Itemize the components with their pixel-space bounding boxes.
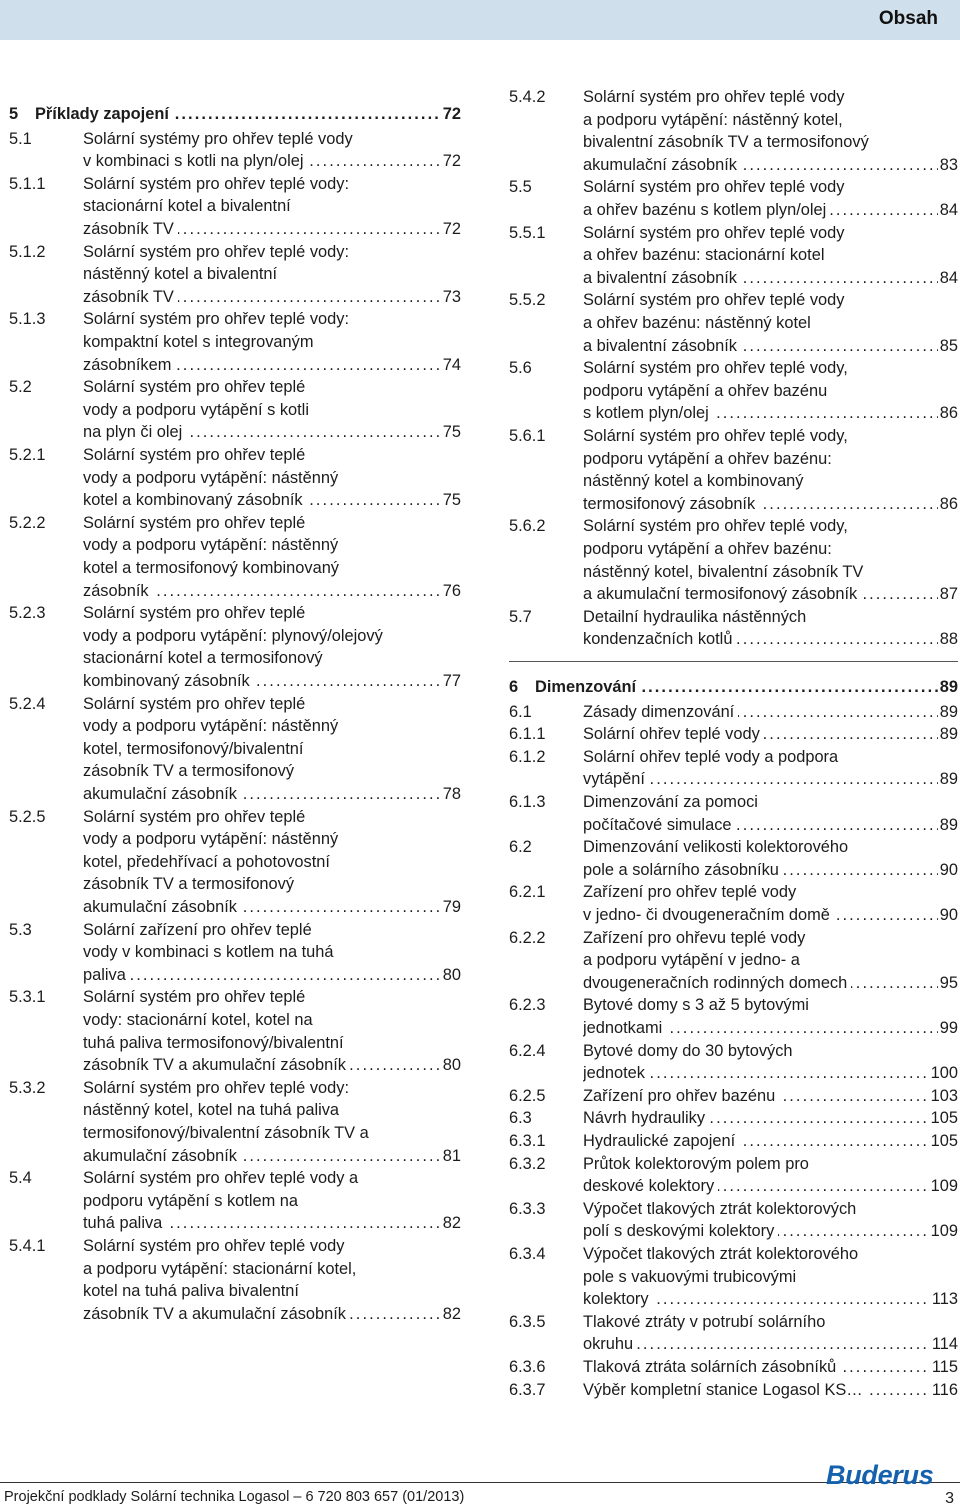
toc-entry-title: Dimenzování za pomoci [583, 793, 758, 811]
toc-entry-page: 113 [930, 1288, 958, 1311]
toc-entry-title: na plyn či olej [83, 423, 186, 441]
toc-entry-title: stacionární kotel a termosifonový [83, 649, 323, 668]
toc-entry-title: zásobníkem [83, 356, 175, 374]
toc-entry-title: Návrh hydrauliky [583, 1109, 709, 1127]
toc-entry-number: 5.7 [509, 607, 532, 626]
header-bar [0, 0, 960, 40]
toc-entry-page: 89 [938, 768, 958, 791]
toc-entry-title: Tlaková ztráta solárních zásobníků [583, 1358, 840, 1376]
toc-entry-title: Solární systém pro ohřev teplé vody [83, 1237, 345, 1255]
toc-entry-title: jednotek [583, 1064, 649, 1082]
toc-entry-title: počítačové simulace [583, 816, 736, 834]
toc-entry-title: s kotlem plyn/olej [583, 404, 713, 422]
toc-entry-title: nástěnný kotel a bivalentní [83, 265, 278, 284]
toc-entry-page: 82 [441, 1303, 461, 1326]
toc-entry-title: vody v kombinaci s kotlem na tuhá [83, 943, 334, 962]
chapter-divider [509, 661, 958, 662]
toc-entry-page: 77 [441, 670, 461, 693]
toc-entry-number: 5.4.2 [509, 88, 546, 106]
toc-entry-number: 6.2 [509, 838, 532, 857]
page-number: 3 [945, 1490, 954, 1507]
toc-entry-page: 84 [938, 267, 958, 290]
toc-entry-page: 78 [441, 783, 461, 806]
toc-entry-page: 115 [930, 1356, 958, 1379]
toc-entry-page: 85 [938, 335, 958, 358]
toc-entry-title: Solární systém pro ohřev teplé vody a [83, 1169, 359, 1188]
toc-entry-title: a ohřev bazénu: nástěnný kotel [583, 313, 811, 332]
toc-entry-number: 5.2.2 [9, 513, 46, 532]
toc-entry-number: 5.2.3 [9, 604, 46, 623]
toc-entry-title: v jedno- či dvougeneračním domě [583, 906, 834, 924]
toc-entry-title: Dimenzování [535, 678, 640, 696]
toc-entry-title: kotel, termosifonový/bivalentní [83, 739, 304, 758]
toc-entry-number: 5.6.1 [509, 427, 546, 445]
toc-entry-page: 103 [929, 1085, 958, 1108]
toc-entry-title: Solární systémy pro ohřev teplé vody [83, 129, 353, 148]
toc-entry-page: 82 [441, 1212, 461, 1235]
toc-entry-title: termosifonový/bivalentní zásobník TV a [83, 1123, 369, 1142]
toc-entry-number: 6.3.1 [509, 1132, 546, 1150]
toc-entry-page: 105 [929, 1130, 958, 1153]
toc-entry-title: Tlakové ztráty v potrubí solárního [583, 1312, 826, 1331]
toc-entry-page: 89 [938, 814, 958, 837]
toc-entry-page: 80 [441, 964, 461, 987]
toc-entry-title: Průtok kolektorovým polem pro [583, 1154, 809, 1173]
toc-entry-title: Výpočet tlakových ztrát kolektorového [583, 1245, 859, 1263]
toc-entry-page: 86 [938, 402, 958, 425]
toc-entry-title: zásobník [83, 582, 153, 600]
toc-entry-title: Solární systém pro ohřev teplé vody [583, 178, 845, 197]
toc-entry-number: 5.5.1 [509, 223, 546, 242]
toc-entry-title: podporu vytápění a ohřev bazénu [583, 381, 828, 400]
toc-entry-title: Dimenzování velikosti kolektorového [583, 838, 849, 857]
toc-entry-title: akumulační zásobník [83, 785, 241, 803]
toc-entry-page: 81 [441, 1145, 461, 1168]
toc-entry-title: Solární systém pro ohřev teplé vody: [83, 1078, 350, 1097]
toc-entry-page: 86 [938, 493, 958, 516]
toc-entry-number: 6.2.3 [509, 996, 546, 1015]
toc-entry-number: 5.2.1 [9, 446, 46, 464]
toc-entry-number: 5.4.1 [9, 1237, 46, 1255]
toc-entry-title: paliva [83, 966, 130, 984]
toc-entry-title: zásobník TV [83, 220, 178, 238]
toc-entry-number: 5.5.2 [509, 291, 546, 310]
toc-entry-title: deskové kolektory [583, 1177, 718, 1195]
toc-entry-page: 99 [938, 1017, 958, 1040]
toc-entry-title: podporu vytápění a ohřev bazénu: [583, 449, 832, 468]
toc-entry-page: 87 [938, 583, 958, 606]
toc-entry-title: a akumulační termosifonový zásobník [583, 585, 861, 603]
toc-entry-title: kotel na tuhá paliva bivalentní [83, 1282, 299, 1301]
toc-entry-number: 6.3.5 [509, 1312, 546, 1331]
toc-entry-number: 6.3 [509, 1109, 532, 1128]
toc-entry-number: 6.3.3 [509, 1199, 546, 1218]
toc-entry-number: 6.2.4 [509, 1041, 546, 1060]
toc-entry-title: pole s vakuovými trubicovými [583, 1267, 797, 1286]
toc-entry-title: Výpočet tlakových ztrát kolektorových [583, 1199, 857, 1218]
toc-entry-title: vody a podporu vytápění: nástěnný [83, 830, 339, 849]
toc-entry-title: Solární ohřev teplé vody [583, 725, 764, 743]
toc-entry-title: vody a podporu vytápění: nástěnný [83, 536, 339, 555]
toc-entry-title: Solární systém pro ohřev teplé [83, 513, 306, 532]
toc-entry-title: Solární systém pro ohřev teplé vody [583, 88, 845, 106]
toc-entry-page: 72 [441, 218, 461, 241]
toc-entry-title: a podporu vytápění: nástěnný kotel, [583, 110, 843, 129]
toc-entry-number: 5.3.1 [9, 988, 46, 1007]
toc-entry-number: 5.4 [9, 1169, 32, 1188]
toc-entry-title: Zásady dimenzování [583, 703, 738, 721]
toc-entry-title: zásobník TV a termosifonový [83, 875, 295, 894]
toc-entry-title: vody a podporu vytápění s kotli [83, 400, 309, 419]
toc-entry-page: 90 [938, 904, 958, 927]
toc-entry-page: 75 [441, 421, 461, 444]
toc-entry-page: 72 [441, 103, 461, 126]
toc-entry-title: okruhu [583, 1335, 637, 1353]
toc-entry-title: a ohřev bazénu: stacionární kotel [583, 246, 825, 265]
toc-entry-title: podporu vytápění a ohřev bazénu: [583, 539, 832, 558]
toc-entry-title: a bivalentní zásobník [583, 337, 741, 355]
toc-entry-page: 73 [441, 286, 461, 309]
toc-entry-title: tuhá paliva [83, 1214, 166, 1232]
toc-entry-page: 84 [938, 199, 958, 222]
toc-entry-title: zásobník TV a akumulační zásobník [83, 1305, 350, 1323]
toc-entry-page: 100 [929, 1062, 958, 1085]
toc-entry-number: 6.1.2 [509, 747, 546, 766]
toc-entry-number: 6.1.1 [509, 725, 546, 744]
toc-entry-number: 5.1.3 [9, 310, 46, 329]
toc-entry-page: 116 [930, 1379, 958, 1402]
toc-entry-title: Solární ohřev teplé vody a podpora [583, 747, 839, 766]
toc-entry-title: Solární systém pro ohřev teplé vody: [83, 174, 350, 193]
toc-entry-number: 6.3.7 [509, 1380, 546, 1399]
toc-entry-title: nástěnný kotel, bivalentní zásobník TV [583, 562, 864, 581]
toc-entry-page: 105 [929, 1107, 958, 1130]
toc-entry-number: 5.2.5 [9, 807, 46, 826]
toc-entry-title: stacionární kotel a bivalentní [83, 197, 291, 216]
brand-logo: Buderus [826, 1460, 934, 1490]
toc-entry-number: 5.1.2 [9, 242, 46, 261]
toc-entry-number: 6.2.1 [509, 883, 546, 902]
toc-entry-title: vytápění [583, 770, 649, 788]
toc-entry-page: 89 [938, 723, 958, 746]
toc-entry-page: 90 [938, 859, 958, 882]
toc-entry-title: vody a podporu vytápění: plynový/olejový [83, 626, 383, 645]
toc-entry-page: 75 [441, 489, 461, 512]
toc-entry-title: a podporu vytápění: stacionární kotel, [83, 1259, 357, 1278]
toc-entry-title: Detailní hydraulika nástěnných [583, 607, 807, 626]
section-title: Obsah [878, 8, 938, 29]
toc-entry-page: 72 [441, 150, 461, 173]
toc-entry-page: 83 [938, 154, 958, 177]
toc-entry-title: Bytové domy s 3 až 5 bytovými [583, 996, 809, 1015]
toc-entry-page: 74 [441, 354, 461, 377]
footer-divider [0, 1482, 960, 1483]
toc-entry-number: 5.6.2 [509, 517, 546, 536]
toc-entry-title: Solární systém pro ohřev teplé [83, 988, 306, 1007]
toc-entry-number: 6.3.4 [509, 1245, 546, 1263]
toc-entry-title: kompaktní kotel s integrovaným [83, 332, 314, 351]
toc-entry-number: 6 [509, 678, 519, 696]
toc-entry-title: Zařízení pro ohřevu teplé vody [583, 928, 806, 947]
toc-entry-number: 5.2.4 [9, 694, 46, 713]
toc-entry-page: 89 [938, 676, 958, 699]
toc-entry-title: vody a podporu vytápění: nástěnný [83, 717, 339, 736]
toc-entry-title: kotel, předehřívací a pohotovostní [83, 852, 330, 871]
toc-entry-title: termosifonový zásobník [583, 495, 759, 513]
toc-entry-page: 109 [929, 1175, 958, 1198]
toc-entry-title: kotel a termosifonový kombinovaný [83, 558, 339, 577]
toc-entry-title: dvougeneračních rodinných domech [583, 974, 851, 992]
toc-entry-page: 76 [441, 580, 461, 603]
toc-entry-title: Bytové domy do 30 bytových [583, 1041, 793, 1060]
toc-entry-title: kombinovaný zásobník [83, 672, 254, 690]
toc-entry-title: a bivalentní zásobník [583, 269, 741, 287]
toc-entry-page: 114 [930, 1333, 958, 1356]
toc-entry-title: Solární systém pro ohřev teplé [83, 694, 306, 713]
toc-entry-title: jednotkami [583, 1019, 666, 1037]
toc-entry-title: Solární systém pro ohřev teplé vody: [83, 310, 350, 329]
toc-entry-page: 109 [929, 1220, 958, 1243]
toc-entry-title: a podporu vytápění v jedno- a [583, 951, 800, 970]
toc-entry-title: Solární systém pro ohřev teplé [83, 446, 306, 464]
toc-entry-title: zásobník TV a akumulační zásobník [83, 1056, 350, 1074]
toc-entry-title: tuhá paliva termosifonový/bivalentní [83, 1033, 344, 1052]
toc-entry-title: zásobník TV a termosifonový [83, 762, 295, 781]
toc-entry-title: Solární systém pro ohřev teplé vody, [583, 359, 848, 378]
toc-entry-title: a ohřev bazénu s kotlem plyn/olej [583, 201, 830, 219]
toc-entry-title: vody: stacionární kotel, kotel na [83, 1010, 313, 1029]
toc-entry-title: Výběr kompletní stanice Logasol KS… [583, 1381, 867, 1399]
toc-entry-title: Solární zařízení pro ohřev teplé [83, 920, 312, 939]
toc-entry-title: zásobník TV [83, 288, 178, 306]
toc-entry-number: 6.1 [509, 702, 532, 721]
toc-entry-page: 88 [938, 628, 958, 651]
toc-entry-title: Zařízení pro ohřev teplé vody [583, 883, 797, 902]
toc-entry-title: Solární systém pro ohřev teplé [83, 807, 306, 826]
toc-entry-title: vody a podporu vytápění: nástěnný [83, 468, 339, 487]
toc-entry-title: kolektory [583, 1290, 653, 1308]
toc-entry-page: 89 [938, 701, 958, 724]
toc-entry-number: 5.3.2 [9, 1078, 46, 1097]
toc-entry-title: podporu vytápění s kotlem na [83, 1191, 299, 1210]
toc-entry-number: 6.2.5 [509, 1086, 546, 1105]
toc-entry-page: 80 [441, 1054, 461, 1077]
toc-entry-title: Solární systém pro ohřev teplé vody [583, 291, 845, 310]
toc-entry-title: akumulační zásobník [83, 898, 241, 916]
footer-text: Projekční podklady Solární technika Logasol – 6 720 803 657 (01/2013) [4, 1489, 465, 1505]
toc-entry-title: Solární systém pro ohřev teplé [83, 604, 306, 623]
toc-entry-title: pole a solárního zásobníku [583, 861, 783, 879]
toc-entry-number: 5.1.1 [9, 174, 46, 193]
toc-entry-number: 5.3 [9, 920, 32, 939]
toc-entry-title: akumulační zásobník [83, 1147, 241, 1165]
toc-entry-page: 79 [441, 896, 461, 919]
toc-entry-title: polí s deskovými kolektory [583, 1222, 778, 1240]
toc-entry-number: 6.3.6 [509, 1358, 546, 1376]
toc-entry-title: kotel a kombinovaný zásobník [83, 491, 307, 509]
toc-entry-number: 6.1.3 [509, 793, 546, 811]
toc-entry-title: nástěnný kotel a kombinovaný [583, 472, 804, 491]
toc-entry-title: Solární systém pro ohřev teplé vody [583, 223, 845, 242]
toc-entry-title: akumulační zásobník [583, 156, 741, 174]
toc-entry-title: kondenzačních kotlů [583, 630, 736, 648]
toc-entry-title: Solární systém pro ohřev teplé [83, 378, 306, 397]
toc-entry-number: 5.1 [9, 129, 32, 148]
toc-entry-number: 5.5 [509, 178, 532, 197]
toc-entry-number: 6.2.2 [509, 928, 546, 947]
toc-entry-number: 5.6 [509, 359, 532, 378]
toc-entry-number: 5 [9, 105, 19, 123]
toc-entry-page: 95 [938, 972, 958, 995]
toc-entry-title: bivalentní zásobník TV a termosifonový [583, 133, 869, 152]
toc-entry-title: Solární systém pro ohřev teplé vody, [583, 427, 848, 445]
toc-entry-number: 6.3.2 [509, 1154, 546, 1173]
toc-entry-title: Solární systém pro ohřev teplé vody, [583, 517, 848, 536]
toc-entry-title: Hydraulické zapojení [583, 1132, 739, 1150]
toc-entry-number: 5.2 [9, 378, 32, 397]
toc-entry-title: Příklady zapojení [35, 105, 173, 123]
toc-entry-title: nástěnný kotel, kotel na tuhá paliva [83, 1101, 340, 1120]
toc-entry-title: Zařízení pro ohřev bazénu [583, 1087, 779, 1105]
toc-entry-title: Solární systém pro ohřev teplé vody: [83, 242, 350, 261]
toc-entry-title: v kombinaci s kotli na plyn/olej [83, 152, 307, 170]
